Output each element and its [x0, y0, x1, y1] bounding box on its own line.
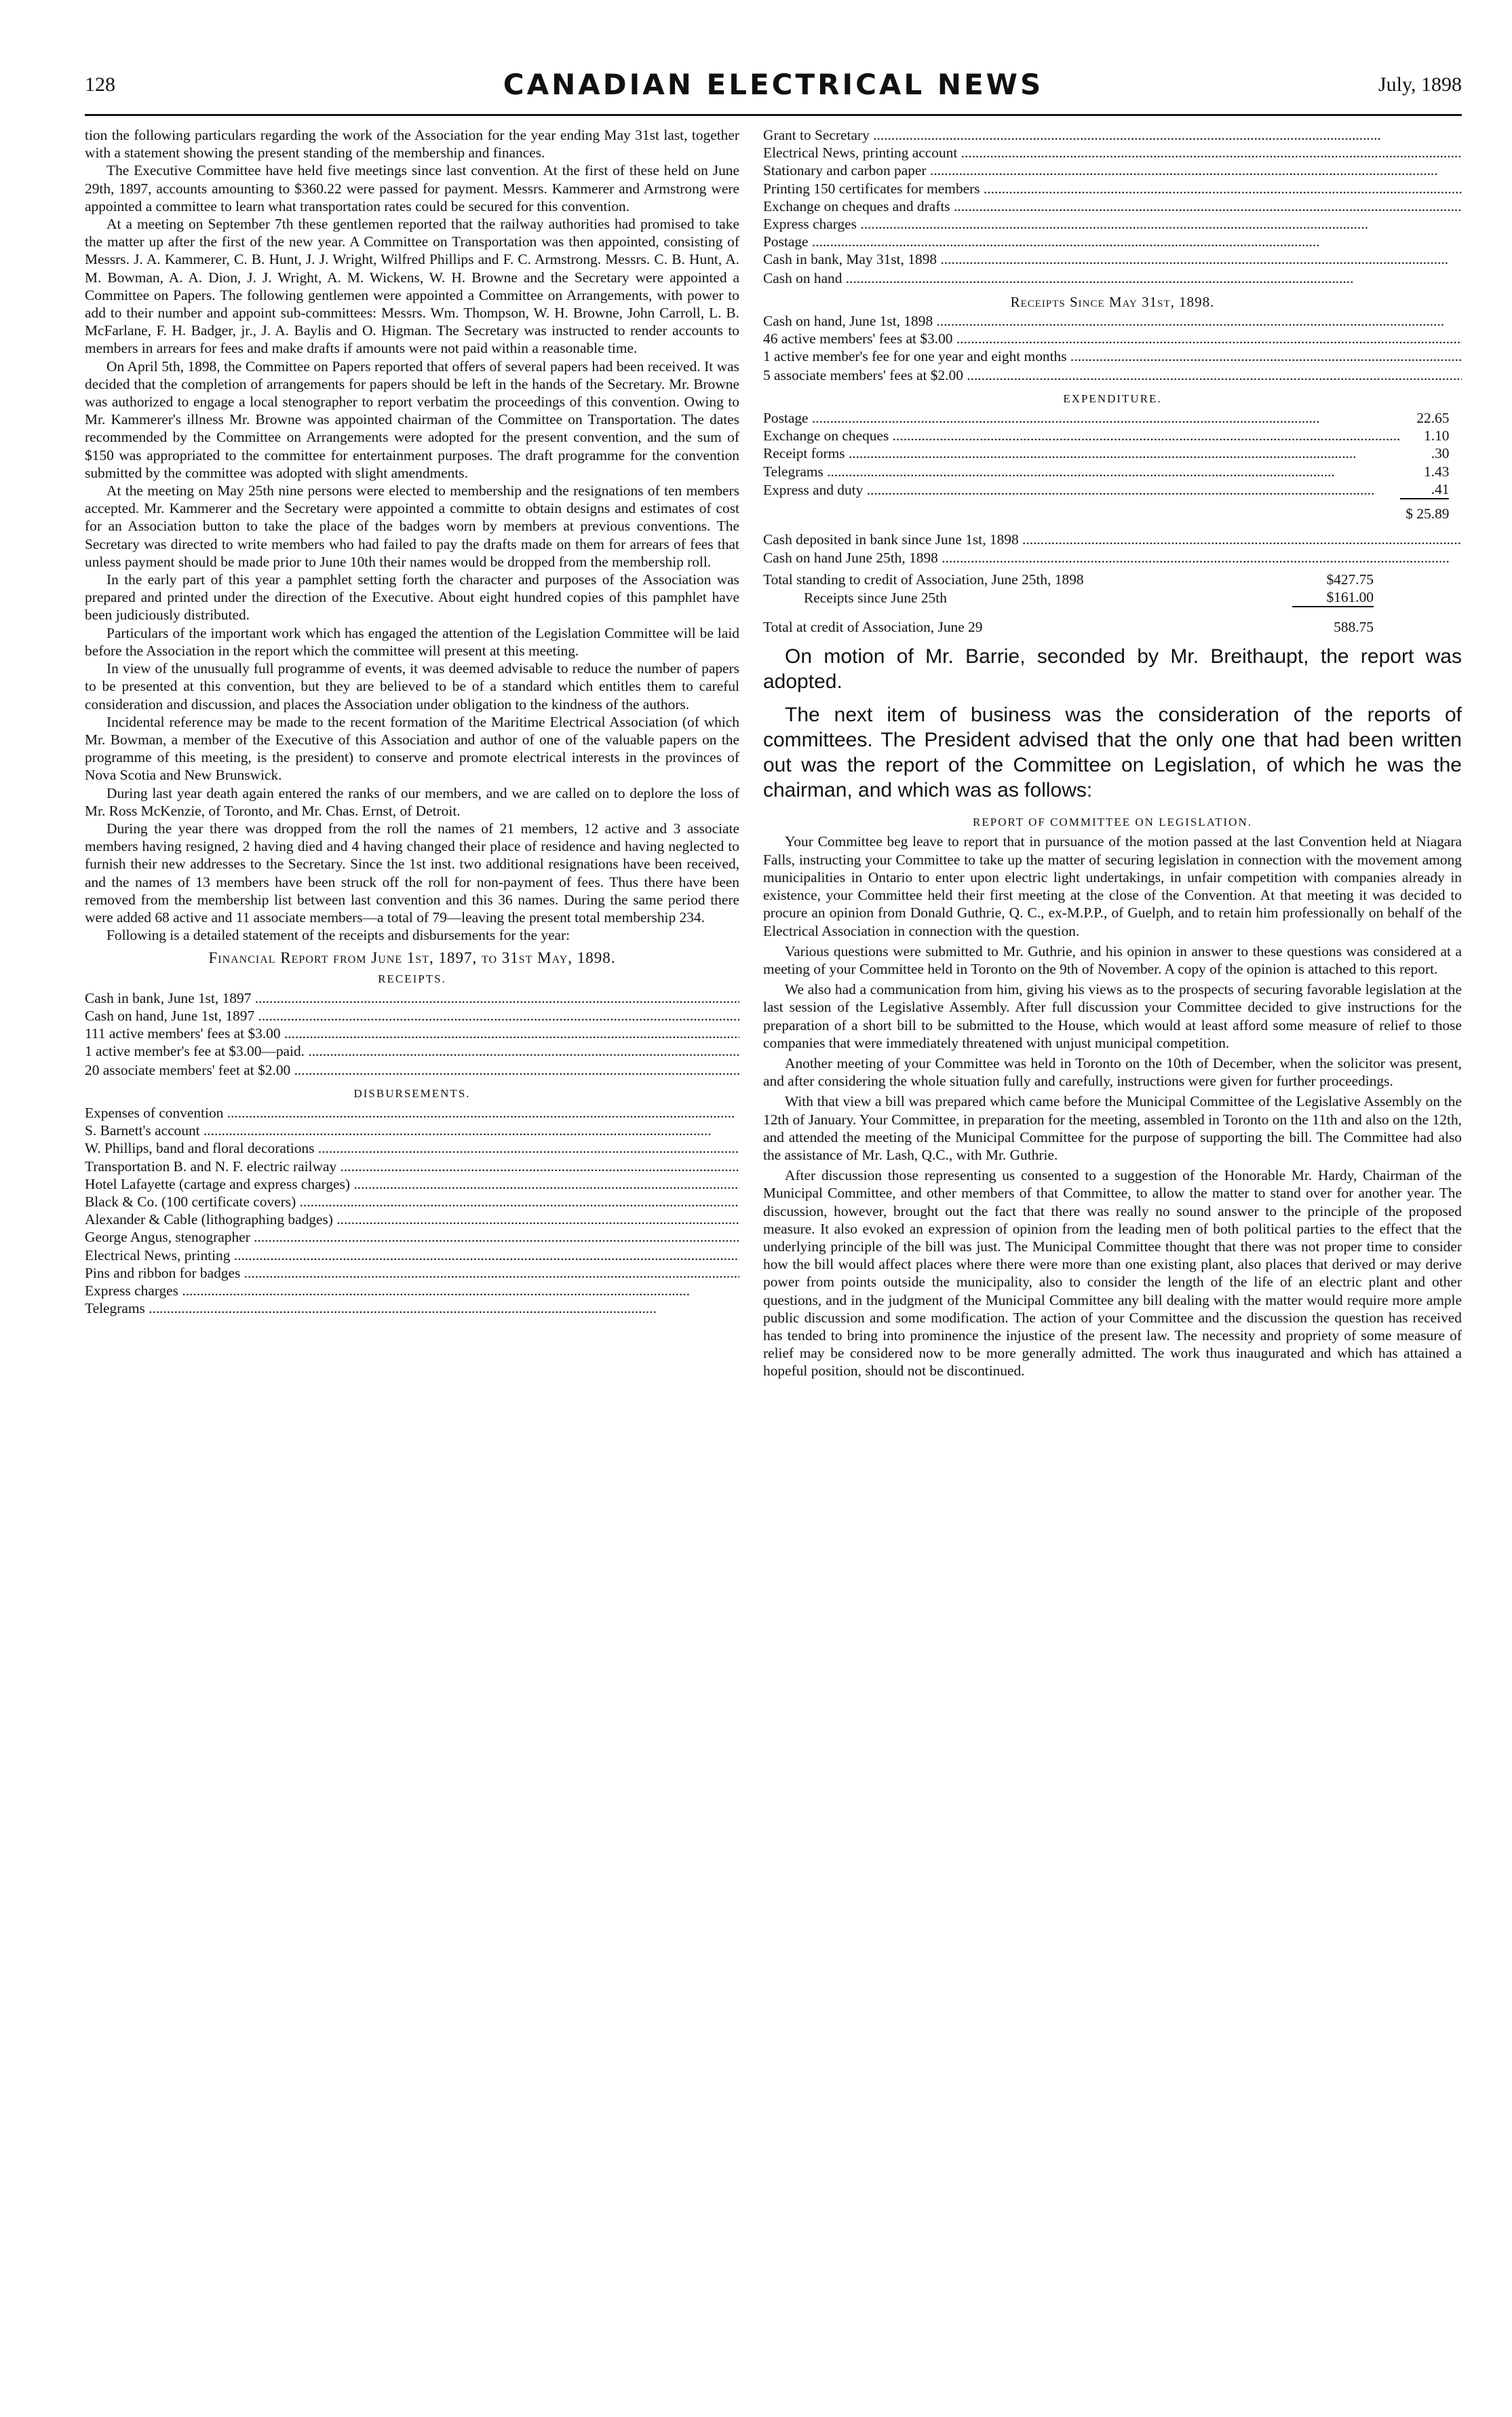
- ledger-row: [85, 1025, 739, 1042]
- ledger-row: [85, 1104, 739, 1122]
- disbursements-heading: DISBURSEMENTS.: [353, 1086, 471, 1100]
- report-paragraph: With that view a bill was prepared which came before the Municipal Committee of the Legislative Assembly on the 12th of January. Your Committee, in preparation for the meeting, assembled in Toronto on the 11th and also on the 12th, and attended the meeting of the Municipal Committee for the purpose of supporting the bill. The Committee had also the assistance of Mr. Lash, Q.C., with Mr. Guthrie.: [763, 1093, 1462, 1163]
- report-paragraph: After discussion those representing us consented to a suggestion of the Honorable Mr. Hardy, Chairman of the Municipal Committee, and other members of that Committee, to allow the matter to stand over for another year. The discussion, however, brought out the fact that there was really no sound answer to the principle of the proposed measure. It also evoked an expression of opinion from the leading men of both political parties to the effect that the underlying principle of the bill was just. The Municipal Committee thought that there was not proper time to consider how the bill would affect places where there were more than one existing plant, also places that derived or may derive power from points outside the municipality, also to consider the length of the life of an electric plant and other questions, and in the judgment of the Municipal Committee any bill dealing with the matter would require more ample public discussion and some modification. The action of your Committee and the discussion the question has received has tended to bring into prominence the injustice of the present law. The necessity and propriety of some measure of relief may be considered now to be more generally admitted. The work thus inaugurated and which has attained a hopeful position, should not be discontinued.: [763, 1167, 1462, 1379]
- right-column: [763, 126, 1462, 2393]
- ledger-label: Cash on hand .....: [763, 269, 1462, 287]
- ledger-label: Expenses of convention .....: [85, 1104, 739, 1122]
- report-paragraph: Another meeting of your Committee was held in Toronto on the 10th of December, when the solicitor was present, and after considering the whole situation fully and carefully, instructions were given for further proceedings.: [763, 1054, 1462, 1090]
- ledger-label: Receipt forms .....: [763, 444, 1400, 462]
- ledger-label: Cash deposited in bank since June 1st, 1898 .....: [763, 531, 1462, 548]
- paragraph: During the year there was dropped from the roll the names of 21 members, 12 active and 3 associate members having resigned, 2 having died and 4 having changed their place of residence and having neglected to furnish their new addresses to the Secretary. Since the 1st inst. two additional resignations have been received, and the names of 13 members have been struck off the roll for non-payment of fees. Thus there have been removed from the membership list between last convention and this 36 names. During the same period there were added 68 active and 11 associate members—a total of 79—leaving the present total membership 234.: [85, 820, 739, 926]
- grants-table: [763, 126, 1462, 288]
- report-paragraph: Your Committee beg leave to report that in pursuance of the motion passed at the last Convention held at Niagara Falls, instructing your Committee to take up the matter of securing legislation in connection with the movement among municipalities in Ontario to enter upon electric light undertakings, in unfair competition with companies already in existence, your Committee held their first meeting at the close of the Convention. At that meeting it was decided to procure an opinion from Donald Guthrie, Q. C., ex-M.P.P., of Guelph, and to retain him professionally on behalf of the Electrical Association in connection with the question.: [763, 833, 1462, 939]
- ledger-row: [763, 269, 1462, 287]
- ledger-label: Express and duty .....: [763, 480, 1400, 499]
- receipts-since-heading: Receipts Since May 31st, 1898.: [1010, 293, 1215, 310]
- ledger-label: George Angus, stenographer .....: [85, 1228, 739, 1246]
- issue-date: July, 1898: [1378, 73, 1462, 96]
- ledger-row: [763, 444, 1462, 462]
- ledger-label: Cash in bank, June 1st, 1897 .....: [85, 989, 739, 1007]
- ledger-row: [763, 480, 1462, 499]
- ledger-row: [85, 1246, 739, 1264]
- paragraph: At the meeting on May 25th nine persons were elected to membership and the resignations of ten members accepted. Mr. Kammerer and the Secretary were appointed a committe to obtain designs and estimates of cost for an Association button to take the place of the badges worn by members at previous conventions. The Secretary was directed to write members who had failed to pay the drafts made on them for arrears of fees that unless payment should be made prior to June 10th their names would be dropped from the membership roll.: [85, 482, 739, 570]
- ledger-row: [85, 989, 739, 1007]
- ledger-row: [85, 1061, 739, 1079]
- financial-report-title: Financial Report from June 1st, 1897, to 31st May, 1898.: [208, 949, 616, 967]
- ledger-row: [85, 1211, 739, 1228]
- ledger-label: 1 active member's fee for one year and eight months .....: [763, 347, 1462, 365]
- standing-label: Total standing to credit of Association, June 25th, 1898: [763, 571, 1084, 588]
- ledger-label: Electrical News, printing account .....: [763, 144, 1462, 161]
- ledger-row: [763, 366, 1462, 384]
- ledger-row: [763, 144, 1462, 161]
- report-heading: REPORT OF COMMITTEE ON LEGISLATION.: [973, 816, 1252, 829]
- header-rule: [85, 114, 1462, 116]
- ledger-label: Express charges .....: [763, 215, 1462, 233]
- ledger-row: [763, 427, 1462, 444]
- ledger-label: Alexander & Cable (lithographing badges) .....: [85, 1211, 739, 1228]
- paragraph: tion the following particulars regarding the work of the Association for the year ending May 31st last, together with a statement showing the present standing of the membership and finances.: [85, 127, 739, 161]
- ledger-row: [763, 347, 1462, 365]
- ledger-amount: 1.43: [1424, 463, 1450, 480]
- ledger-row: [763, 250, 1462, 268]
- disbursements-table: [85, 1104, 739, 1339]
- ledger-row: [763, 215, 1462, 233]
- ledger-label: Electrical News, printing .....: [85, 1246, 739, 1264]
- ledger-row: [763, 233, 1462, 250]
- ledger-label: Black & Co. (100 certificate covers) .....: [85, 1193, 739, 1211]
- ledger-amount: 22.65: [1416, 410, 1450, 427]
- ledger-label: Hotel Lafayette (cartage and express charges) .....: [85, 1175, 739, 1193]
- receipts-heading: RECEIPTS.: [378, 972, 446, 985]
- paragraph: The Executive Committee have held five meetings since last convention. At the first of these held on June 29th, 1897, accounts amounting to $360.22 were passed for payment. Messrs. Kammerer and Armstrong were appointed a committee to learn what transportation rates could be secured for this convention.: [85, 162, 739, 214]
- ledger-label: Cash on hand June 25th, 1898 .....: [763, 548, 1462, 567]
- ledger-row: [85, 1228, 739, 1246]
- ledger-label: Grant to Secretary .....: [763, 126, 1462, 144]
- ledger-label: Cash on hand, June 1st, 1897 .....: [85, 1007, 739, 1025]
- ledger-label: 111 active members' fees at $3.00 .....: [85, 1025, 739, 1042]
- ledger-row: [85, 1175, 739, 1193]
- ledger-label: Telegrams .....: [85, 1299, 739, 1317]
- receipts-june-amount: $161.00: [1292, 588, 1374, 607]
- ledger-row: [85, 1299, 739, 1317]
- receipts-table: [85, 989, 739, 1080]
- ledger-row: [763, 312, 1462, 330]
- paragraph: Particulars of the important work which has engaged the attention of the Legislation Committee will be laid before the Association in the report which the committee will present at this meeting.: [85, 624, 739, 659]
- ledger-label: Exchange on cheques and drafts .....: [763, 197, 1462, 215]
- left-column: [85, 126, 739, 2393]
- paragraph: On April 5th, 1898, the Committee on Papers reported that offers of several papers had been received. It was decided that the completion of arrangements for papers should be left in the hands of the Secretary. Mr. Browne was authorized to engage a local stenographer to report verbatim the proceedings of this convention. Owing to Mr. Kammerer's illness Mr. Browne was appointed chairman of the Committee on Transportation. The dates recommended by the Committee on Arrangements were adopted for the present convention, and the sum of $150 was appropriated to the committee for entertainment purposes. The draft programme for the convention submitted by the committee was adopted with slight amendments.: [85, 358, 739, 481]
- ledger-row: [85, 1193, 739, 1211]
- ledger-row: [85, 1264, 739, 1282]
- ledger-total: [1449, 463, 1462, 480]
- ledger-row: [763, 180, 1462, 197]
- total-credit-label: Total at credit of Association, June 29: [763, 619, 983, 636]
- paragraph: In the early part of this year a pamphlet setting forth the character and purposes of the Association was prepared and printed under the direction of the Executive. About eight hundred copies of this pamphlet have been judiciously distributed.: [85, 571, 739, 624]
- ledger-total: [1449, 480, 1462, 499]
- ledger-amount: 1.10: [1424, 427, 1450, 444]
- ledger-row: [85, 1139, 739, 1157]
- ledger-row: [763, 548, 1462, 567]
- ledger-row: [763, 463, 1462, 480]
- ledger-label: Cash in bank, May 31st, 1898 .....: [763, 250, 1462, 268]
- ledger-row: [85, 1007, 739, 1025]
- next-item-paragraph: The next item of business was the consideration of the reports of committees. The President advised that the only one that had been written out was the report of the Committee on Legislation, of which he was the chairman, and which was as follows:: [763, 704, 1462, 802]
- deposits-table: [763, 531, 1462, 567]
- ledger-row: [85, 1158, 739, 1175]
- ledger-label: Postage .....: [763, 409, 1400, 427]
- page-number: 128: [85, 73, 115, 96]
- receipts-since-table: [763, 312, 1462, 385]
- ledger-label: Printing 150 certificates for members .....: [763, 180, 1462, 197]
- standing-table: [763, 571, 1462, 636]
- ledger-label: 5 associate members' fees at $2.00 .....: [763, 366, 1462, 384]
- standing-amount: $427.75: [1326, 571, 1374, 588]
- paragraph: At a meeting on September 7th these gentlemen reported that the railway authorities had promised to take the matter up after the first of the new year. A Committee on Transportation was then appointed, consisting of Messrs. J. A. Kammerer, C. B. Hunt, J. J. Wright, Wilfred Phillips and F. C. Armstrong. Messrs. C. B. Hunt, A. M. Bowman, A. A. Dion, J. J. Wright, A. M. Wickens, W. H. Browne and the Secretary were appointed a Committee on Papers. The following gentlemen were appointed a Committee on Arrangements, with power to add to their number and appoint sub-committees: Messrs. Wm. Thompson, W. H. Browne, John Carroll, L. B. McFarlane, F. H. Badger, jr., J. A. Baylis and O. Higman. The Secretary was instructed to render accounts to members in arrears for fees and make drafts if amounts were not paid within a reasonable time.: [85, 216, 739, 357]
- ledger-amount: .41: [1431, 480, 1450, 497]
- ledger-amount: .30: [1431, 445, 1450, 462]
- total-credit-amount: 588.75: [1334, 619, 1374, 636]
- ledger-label: 1 active member's fee at $3.00—paid. .....: [85, 1042, 739, 1060]
- expenditure-table: [763, 409, 1462, 522]
- ledger-row: [763, 330, 1462, 347]
- ledger-row: [85, 1042, 739, 1060]
- page-header: [85, 66, 1462, 115]
- ledger-total: [1449, 444, 1462, 462]
- receipts-june-label: Receipts since June 25th: [804, 589, 947, 606]
- ledger-label: Transportation B. and N. F. electric railway .....: [85, 1158, 739, 1175]
- report-paragraph: We also had a communication from him, giving his views as to the prospects of securing favorable legislation at the last session of the Legislative Assembly. After full discussion your Committee decided to give instructions for the preparation of a short bill to be submitted to the House, which would at least afford some measure of relief to those companies that were immediately threatened with unjust municipal competition.: [763, 981, 1462, 1051]
- ledger-row: [85, 1282, 739, 1299]
- ledger-label: Pins and ribbon for badges .....: [85, 1264, 739, 1282]
- ledger-label: Stationary and carbon paper .....: [763, 161, 1462, 179]
- ledger-row: [763, 161, 1462, 179]
- ledger-label: Exchange on cheques .....: [763, 427, 1400, 444]
- ledger-label: Telegrams .....: [763, 463, 1400, 480]
- ledger-label: 20 associate members' feet at $2.00 .....: [85, 1061, 739, 1079]
- ledger-row: [763, 197, 1462, 215]
- ledger-total: [1449, 427, 1462, 444]
- ledger-row: [763, 531, 1462, 548]
- paragraph: In view of the unusually full programme of events, it was deemed advisable to reduce the number of papers to be presented at this convention, but they are believed to be of a standard which entitles them to careful consideration and discussion, and places the Association under obligation to the kindness of the authors.: [85, 660, 739, 712]
- expenditure-total: $ 25.89: [1400, 499, 1449, 522]
- ledger-total: [1449, 409, 1462, 427]
- ledger-label: S. Barnett's account .....: [85, 1122, 739, 1139]
- expenditure-heading: EXPENDITURE.: [1063, 392, 1162, 405]
- masthead-title: CANADIAN ELECTRICAL NEWS: [503, 68, 1044, 101]
- paragraph: Incidental reference may be made to the recent formation of the Maritime Electrical Association (of which Mr. Bowman, a member of the Executive of this Association and author of one of the valuable papers on the programme of this meeting, is the president) to conserve and promote electrical interests in the provinces of Nova Scotia and New Brunswick.: [85, 713, 739, 784]
- ledger-row: [763, 126, 1462, 144]
- ledger-label: Postage .....: [763, 233, 1462, 250]
- ledger-label: Cash on hand, June 1st, 1898 .....: [763, 312, 1462, 330]
- ledger-label: 46 active members' fees at $3.00 .....: [763, 330, 1462, 347]
- ledger-row: [85, 1122, 739, 1139]
- report-paragraph: Various questions were submitted to Mr. Guthrie, and his opinion in answer to these questions was considered at a meeting of your Committee held in Toronto on the 9th of November. A copy of the opinion is attached to this report.: [763, 943, 1462, 977]
- motion-paragraph: On motion of Mr. Barrie, seconded by Mr. Breithaupt, the report was adopted.: [763, 645, 1462, 693]
- ledger-label: W. Phillips, band and floral decorations .....: [85, 1139, 739, 1157]
- paragraph: During last year death again entered the ranks of our members, and we are called on to deplore the loss of Mr. Ross McKenzie, of Toronto, and Mr. Chas. Ernst, of Detroit.: [85, 784, 739, 819]
- paragraph: Following is a detailed statement of the receipts and disbursements for the year:: [106, 927, 570, 944]
- ledger-row: [763, 409, 1462, 427]
- ledger-label: Express charges .....: [85, 1282, 739, 1299]
